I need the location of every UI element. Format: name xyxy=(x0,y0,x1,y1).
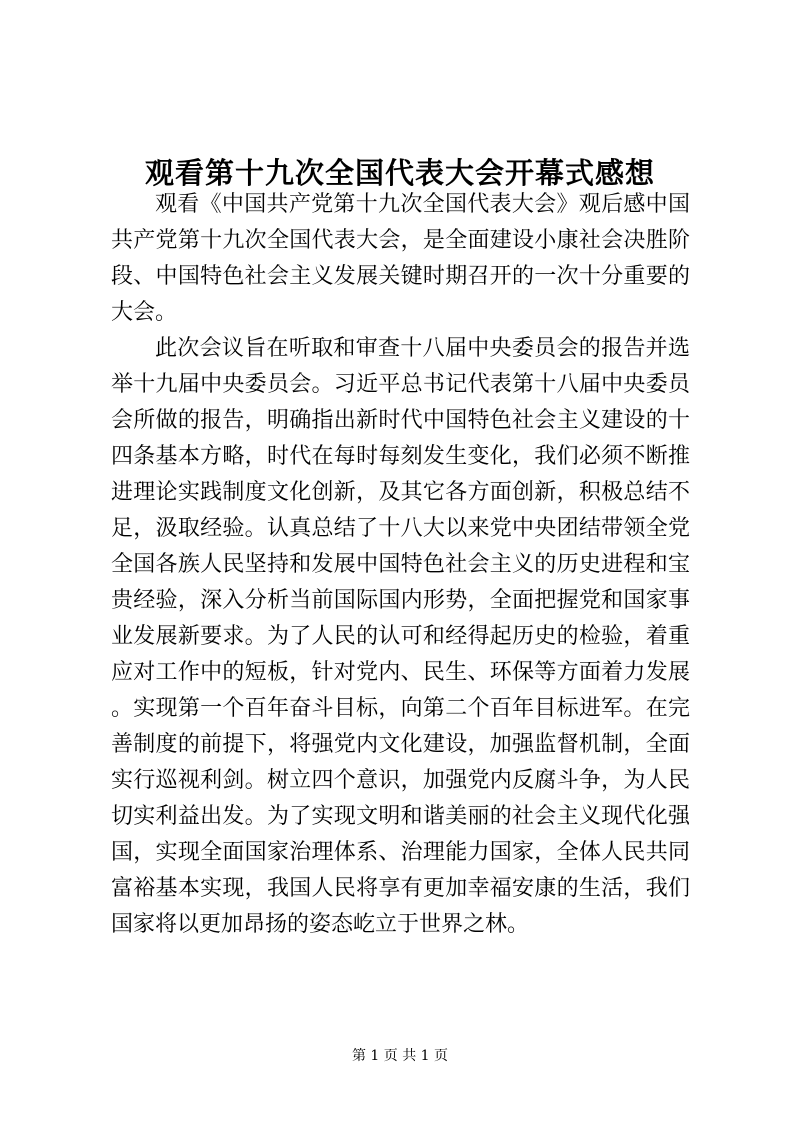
page-footer: 第 1 页 共 1 页 xyxy=(351,1048,449,1064)
page-title: 观看第十九次全国代表大会开幕式感想 xyxy=(144,156,655,191)
paragraph-2: 此次会议旨在听取和审查十八届中央委员会的报告并选举十九届中央委员会。习近平总书记代表第十八届中央委员会所做的报告，明确指出新时代中国特色社会主义建设的十四条基本方略，时代在每时每刻发生变化，我们必须不断推进理论实践制度文化创新，及其它各方面创新，积极总结不足，汲取经验。认真总结了十八大以来党中央团结带领全党全国各族人民坚持和发展中国特色社会主义的历史进程和宝贵经验，深入分析当前国际国内形势，全面把握党和国家事业发展新要求。为了人民的认可和经得起历史的检验，着重应对工作中的短板，针对党内、民生、环保等方面着力发展。实现第一个百年奋斗目标，向第二个百年目标进军。在完善制度的前提下，将强党内文化建设，加强监督机制，全面实行巡视利剑。树立四个意识，加强党内反腐斗争，为人民切实利益出发。为了实现文明和谐美丽的社会主义现代化强国，实现全面国家治理体系、治理能力国家，全体人民共同富裕基本实现，我国人民将享有更加幸福安康的生活，我们国家将以更加昂扬的姿态屹立于世界之林。 xyxy=(111,336,690,937)
document-body xyxy=(111,187,690,943)
paragraph-1: 观看《中国共产党第十九次全国代表大会》观后感中国共产党第十九次全国代表大会，是全面建设小康社会决胜阶段、中国特色社会主义发展关键时期召开的一次十分重要的大会。 xyxy=(111,192,690,325)
